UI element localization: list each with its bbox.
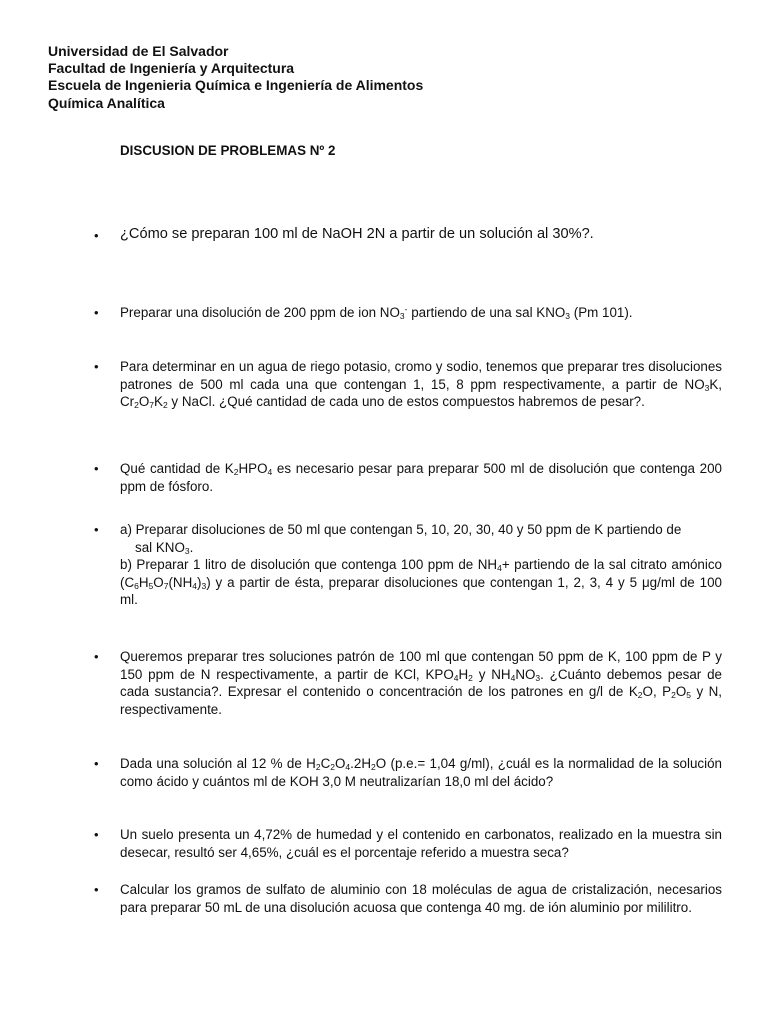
faculty-name: Facultad de Ingeniería y Arquitectura [48, 60, 295, 77]
problem-text: Preparar una disolución de 200 ppm de ion $NO_3^-$ partiendo de una sal $KNO_3$ (Pm 101). [120, 304, 633, 321]
problem-item [94, 881, 722, 916]
bullet-icon: • [94, 461, 99, 476]
document-header [48, 43, 423, 112]
problem-item [94, 226, 722, 244]
problem-part-b: b) Preparar 1 litro de disolución que contenga 100 ppm de $NH_4+$ partiendo de la sal citrato amónico $(C_6H_5O_7(NH_4)_3)$ y a partir de ésta, preparar disoluciones que contengan 1, 2, 3, 4 y 5 μg/ml de 100 ml. [120, 557, 722, 608]
page-title: DISCUSION DE PROBLEMAS Nº 2 [120, 143, 336, 158]
problem-text: Para determinar en un agua de riego potasio, cromo y sodio, tenemos que preparar tres disoluciones patrones de 500 ml cada una que contengan 1, 15, 8 ppm respectivamente, a partir de $NO_3K$, $Cr_2O_7K_2$ y NaCl. ¿Qué cantidad de cada uno de estos compuestos habremos de pesar?. [120, 359, 722, 411]
bullet-icon: • [94, 882, 99, 897]
problem-item [94, 826, 722, 861]
bullet-icon: • [94, 827, 99, 842]
problem-text: Queremos preparar tres soluciones patrón de 100 ml que contengan 50 ppm de K, 100 ppm de P y 150 ppm de N respectivamente, a partir de KCl, $KPO_4H_2$ y $NH_4NO_3$. ¿Cuánto debemos pesar de cada sustancia?. Expresar el contenido o concentración de los patrones en g/l de $K_2O$, $P_2O_5$ y N, respectivamente. [120, 649, 722, 717]
problem-item [94, 521, 722, 609]
bullet-icon: • [94, 305, 99, 320]
bullet-icon: • [94, 359, 99, 374]
problem-text: Dada una solución al 12 % de $H_2C_2O_4.2H_2O$ (p.e.= 1,04 g/ml), ¿cuál es la normalidad de la solución como ácido y cuántos ml de KOH 3,0 M neutralizarían 18,0 ml del ácido? [120, 756, 722, 789]
problem-item [94, 460, 722, 495]
bullet-icon: • [94, 649, 99, 664]
bullet-icon: • [94, 228, 99, 243]
problem-item [94, 648, 722, 718]
problem-item [94, 304, 722, 322]
problem-part-a: a) Preparar disoluciones de 50 ml que contengan 5, 10, 20, 30, 40 y 50 ppm de K partiendo de [120, 522, 682, 537]
problem-text: Calcular los gramos de sulfato de aluminio con 18 moléculas de agua de cristalización, necesarios para preparar 50 mL de una disolución acuosa que contenga 40 mg. de ión aluminio por mililitro. [120, 882, 722, 915]
problem-text: Qué cantidad de $K_2HPO_4$ es necesario pesar para preparar 500 ml de disolución que contenga 200 ppm de fósforo. [120, 461, 722, 494]
problem-item [94, 755, 722, 790]
problem-text: ¿Cómo se preparan 100 ml de NaOH 2N a partir de un solución al 30%?. [120, 226, 594, 242]
course-name: Química Analítica [48, 94, 165, 111]
problem-part-a-cont: sal $KNO_3$. [135, 539, 194, 556]
university-name: Universidad de El Salvador [48, 43, 229, 59]
bullet-icon: • [94, 756, 99, 771]
school-name: Escuela de Ingenieria Química e Ingeniería de Alimentos [48, 77, 424, 94]
problem-item [94, 358, 722, 411]
problem-text: Un suelo presenta un 4,72% de humedad y el contenido en carbonatos, realizado en la muestra sin desecar, resultó ser 4,65%, ¿cuál es el porcentaje referido a muestra seca? [120, 827, 722, 860]
bullet-icon: • [94, 522, 99, 537]
